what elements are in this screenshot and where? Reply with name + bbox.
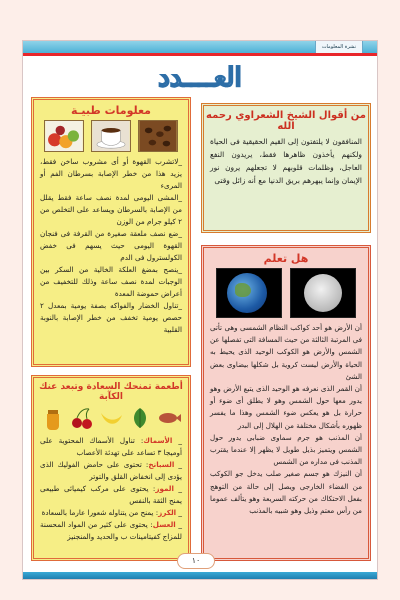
header-tab: نشرة المعلومات [315, 41, 363, 54]
food-item: _ الكرز: يمنح من يتناوله شعورا عارما بالسعادة [41, 508, 182, 517]
health-info-box [31, 97, 191, 367]
page-title-text: العــــدد [158, 63, 242, 93]
planet-images [204, 268, 368, 318]
did-you-know-box [201, 245, 371, 561]
sayings-box [201, 103, 371, 233]
did-you-know-item: أن المذنب هو جرم سماوى ضبابى يدور حول الشمس ويتميز بذيل طويل لا يظهر إلا عندما يقترب المذنب فى مداره من الشمس [210, 432, 362, 467]
food-item: _ الأسماك: تناول الأسماك المحتوية على أوميجا ٣ تساعد على تهدئة الأعصاب [40, 436, 182, 457]
sayings-text: المنافقون لا يلتفتون إلى القيم الحقيقية فى الحياة ولكنهم يأخذون ظاهرها فقط، يريدون النفع العاجل، وظلمات قلوبهم لا تجعلهم يرون نور الإيمان وإنما يبهرهم بريق الدنيا مع أنه زائل وقتى [210, 137, 362, 185]
did-you-know-list [204, 322, 368, 517]
food-item: _ الموز: يحتوى على مركب كيميائى طبيعى يمنح الثقة بالنفس [40, 484, 182, 505]
page-title [83, 63, 317, 93]
cherry-image [69, 405, 95, 431]
moon-image [290, 268, 356, 318]
page-number: ١٠ [177, 553, 215, 569]
happy-foods-list [34, 435, 188, 543]
did-you-know-item: أن الأرض هو أحد كواكب النظام الشمسى وهى تأتى فى المرتبة الثالثة من حيث المسافة التى تفصلها عن الشمس والأرض هو الكوكب الوحيد الذى يحيط به الحياة والأرض ليست كروية بل شكلها بيضاوى بعض الشئ [210, 323, 362, 381]
footer-bar [23, 572, 377, 579]
health-item: _لاتشرب القهوة أو أى مشروب ساخن فقط، يزيد هذا من خطر الإصابة بسرطان الفم أو المرىء [40, 157, 182, 190]
banana-image [98, 405, 124, 431]
health-item: _ضع نصف ملعقة صغيرة من القرفة فى فنجان القهوة اليومى حيث يسهم فى خفض الكولسترول فى الدم [40, 229, 182, 262]
sayings-title: من أقوال الشيخ الشعراوي رحمه الله [206, 110, 366, 132]
magazine-page [22, 40, 378, 580]
happy-foods-title: أطعمة تمنحك السعادة وتبعد عنك الكآبة [39, 382, 183, 402]
happy-foods-box [31, 375, 191, 561]
health-item: _المشى اليومى لمدة نصف ساعة فقط يقلل من الإصابة بالسرطان ويساعد على التخلص من ٢ كيلو جرام من الوزن [40, 193, 182, 226]
top-accent-line [23, 53, 377, 56]
did-you-know-item: أن النيزك هو جسم صغير صلب يدخل جو الكوكب من الفضاء الخارجى ويصل إلى حالة من التوهج بفعل الاحتكاك من حركته السريعة وهو يتألف عموما من رأس معتم وذيل وهو شبيه بالمذنب [210, 469, 362, 516]
fish-image [156, 405, 182, 431]
health-info-title: معلومات طبيـة [70, 104, 151, 117]
health-item: _ينصح بمضغ العلكة الخالية من السكر بين الوجبات لمدة نصف ساعة وذلك للتخفيف من أعراض حموضة المعدة [40, 265, 182, 298]
coffee-cup-image [91, 120, 131, 152]
health-images [34, 120, 188, 152]
did-you-know-title: هل تعلم [263, 252, 309, 265]
food-images [34, 405, 188, 431]
fruits-image [44, 120, 84, 152]
did-you-know-item: أن القمر الذى نعرفه هو الوحيد الذى يتبع الأرض وهو يدور معها حول الشمس وهو لا يطلق أى ضوء أو حرارة بل هو يعكس ضوء الشمس وهذا ما يفسر ظهوره بأشكال مختلفة من الهلال إلى البدر [210, 384, 362, 430]
health-item: _تناول الخضار والفواكه بصفة يومية بمعدل ٢ حصص يومية تخفف من خطر الإصابة بالنوبة القلبية [40, 301, 182, 334]
coffee-beans-image [138, 120, 178, 152]
earth-image [216, 268, 282, 318]
spinach-image [127, 405, 153, 431]
honey-image [40, 405, 66, 431]
food-item: _ العسل: يحتوى على كثير من المواد المحسنة للمزاج كفيتامينات ب والحديد والمنجنيز [40, 520, 182, 541]
food-item: _ السبانخ: تحتوى على حامض الفوليك الذى يؤدى إلى انخفاض القلق والتوتر [40, 460, 182, 481]
health-info-list [34, 156, 188, 336]
